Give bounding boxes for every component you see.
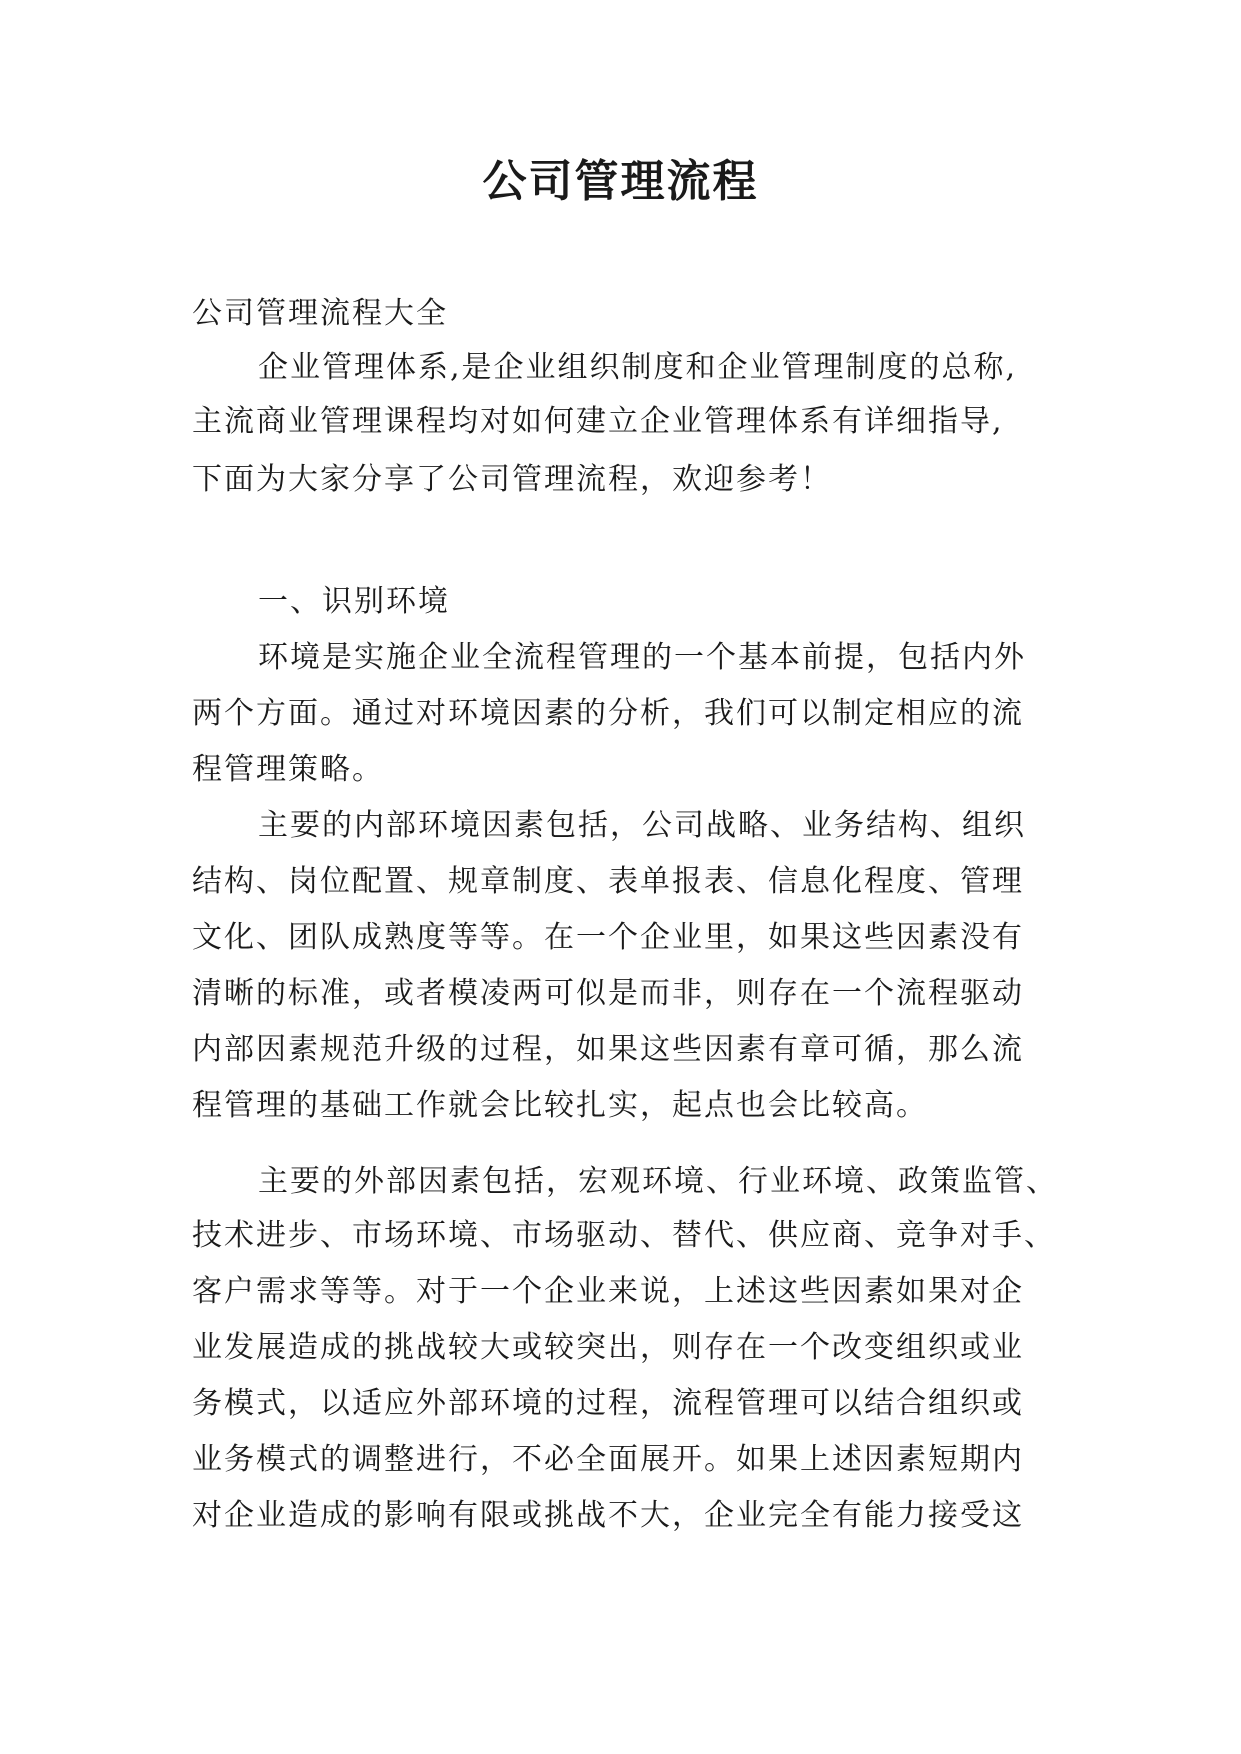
section-heading: 一、识别环境 bbox=[258, 584, 450, 619]
paragraph-line: 两个方面。通过对环境因素的分析，我们可以制定相应的流 bbox=[192, 696, 1024, 731]
paragraph-line: 主要的外部因素包括，宏观环境、行业环境、政策监管、 bbox=[258, 1164, 1058, 1199]
intro-line: 主流商业管理课程均对如何建立企业管理体系有详细指导, bbox=[192, 404, 1004, 439]
paragraph-line: 结构、岗位配置、规章制度、表单报表、信息化程度、管理 bbox=[192, 864, 1024, 899]
paragraph-line: 技术进步、市场环境、市场驱动、替代、供应商、竞争对手、 bbox=[192, 1218, 1056, 1253]
paragraph-line: 内部因素规范升级的过程，如果这些因素有章可循，那么流 bbox=[192, 1032, 1024, 1067]
intro-line: 下面为大家分享了公司管理流程，欢迎参考！ bbox=[192, 462, 832, 497]
intro-line: 企业管理体系,是企业组织制度和企业管理制度的总称, bbox=[258, 350, 1018, 385]
paragraph-line: 业务模式的调整进行，不必全面展开。如果上述因素短期内 bbox=[192, 1442, 1024, 1477]
paragraph-line: 务模式，以适应外部环境的过程，流程管理可以结合组织或 bbox=[192, 1386, 1024, 1421]
document-subtitle: 公司管理流程大全 bbox=[192, 296, 448, 331]
paragraph-line: 对企业造成的影响有限或挑战不大，企业完全有能力接受这 bbox=[192, 1498, 1024, 1533]
paragraph-line: 清晰的标准，或者模凌两可似是而非，则存在一个流程驱动 bbox=[192, 976, 1024, 1011]
paragraph-line: 客户需求等等。对于一个企业来说，上述这些因素如果对企 bbox=[192, 1274, 1024, 1309]
paragraph-line: 业发展造成的挑战较大或较突出，则存在一个改变组织或业 bbox=[192, 1330, 1024, 1365]
paragraph-line: 主要的内部环境因素包括，公司战略、业务结构、组织 bbox=[258, 808, 1026, 843]
paragraph-line: 程管理的基础工作就会比较扎实，起点也会比较高。 bbox=[192, 1088, 928, 1123]
paragraph-line: 程管理策略。 bbox=[192, 752, 384, 787]
paragraph-line: 文化、团队成熟度等等。在一个企业里，如果这些因素没有 bbox=[192, 920, 1024, 955]
document-title: 公司管理流程 bbox=[482, 156, 759, 207]
paragraph-line: 环境是实施企业全流程管理的一个基本前提，包括内外 bbox=[258, 640, 1026, 675]
